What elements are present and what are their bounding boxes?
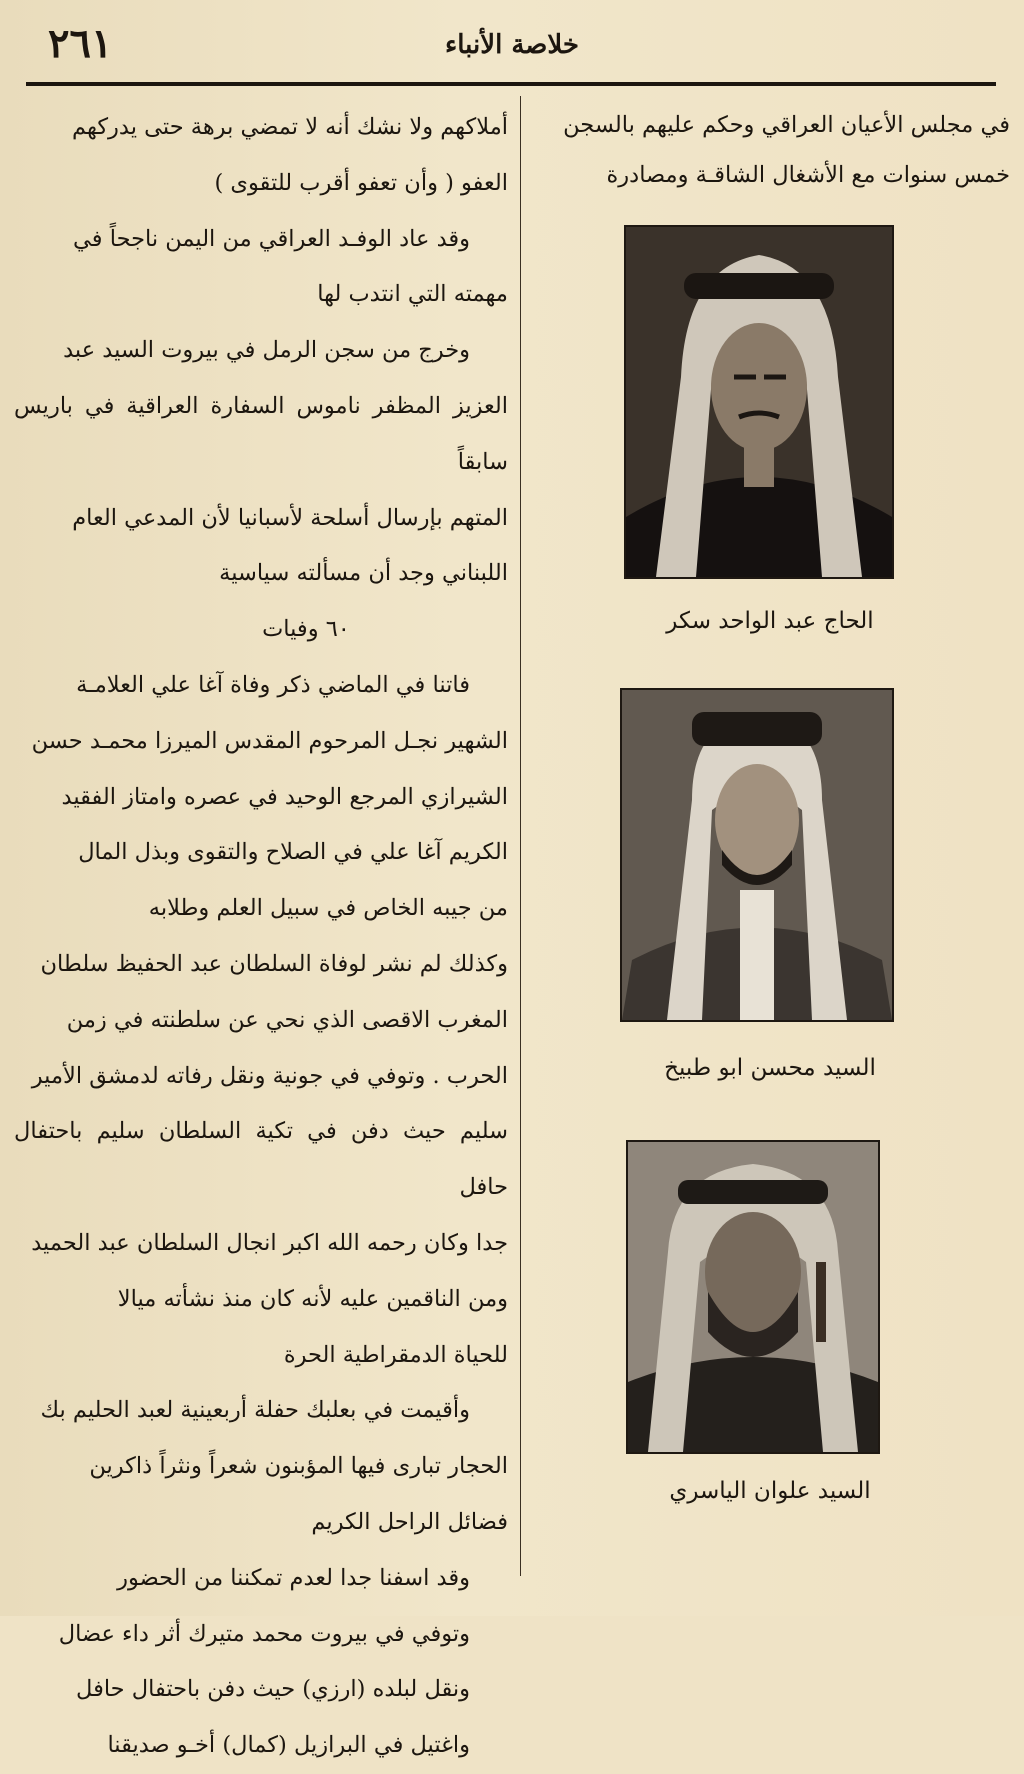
text-line: في مجلس الأعيان العراقي وحكم عليهم بالسجن (563, 112, 1010, 138)
right-column (530, 100, 1010, 1596)
text-line: للحياة الدمقراطية الحرة (283, 1341, 508, 1368)
portrait-photo (624, 225, 894, 579)
text-line: سليم حيث دفن في تكية السلطان سليم باحتفال حافل (14, 1118, 508, 1201)
portrait-caption: السيد علوان الياسري (669, 1478, 871, 1504)
text-line: الشيرازي المرجع الوحيد في عصره وامتاز الفقيد (61, 783, 508, 810)
text-line: فاتنا في الماضي ذكر وفاة آغا علي العلامـة (76, 671, 470, 698)
text-line: وقد اسفنا جدا لعدم تمكننا من الحضور (117, 1564, 470, 1591)
section-heading: ٦٠ وفيات (262, 616, 350, 643)
text-line: وقد عاد الوفـد العراقي من اليمن ناجحاً في (73, 225, 470, 252)
text-line: العزيز المظفر ناموس السفارة العراقية في باريس سابقاً (14, 392, 508, 475)
text-line: من جيبه الخاص في سبيل العلم وطلابه (148, 895, 508, 922)
text-line: وخرج من سجن الرمل في بيروت السيد عبد (63, 337, 470, 364)
text-line: أملاكهم ولا نشك أنه لا تمضي برهة حتى يدركهم (72, 114, 508, 140)
text-line: المغرب الاقصى الذي نحي عن سلطنته في زمن (66, 1006, 508, 1033)
text-line: وكذلك لم نشر لوفاة السلطان عبد الحفيظ سلطان (40, 950, 508, 977)
right-column-intro (530, 100, 1010, 200)
text-line: اللبناني وجد أن مسألته سياسية (219, 560, 508, 587)
text-line: خمس سنوات مع الأشغال الشاقـة ومصادرة (606, 162, 1010, 188)
column-divider (520, 96, 521, 1576)
portrait-photo (620, 688, 894, 1022)
text-line: المتهم بإرسال أسلحة لأسبانيا لأن المدعي العام (72, 504, 508, 531)
text-line: الشهير نجـل المرحوم المقدس الميرزا محمـد حسن (31, 727, 508, 754)
text-line: العفو ( وأن تعفو أقرب للتقوى ) (214, 169, 508, 196)
text-line: الحجار تبارى فيها المؤبنون شعراً ونثراً ذاكرين (89, 1453, 508, 1480)
text-line: فضائل الراحل الكريم (311, 1508, 508, 1535)
page-header (28, 20, 996, 72)
header-rule (26, 82, 996, 86)
portrait-caption: السيد محسن ابو طبيخ (664, 1055, 876, 1081)
page-number: ٢٦١ (48, 20, 113, 67)
text-line: ونقل لبلده (ارزي) حيث دفن باحتفال حافل (76, 1676, 470, 1703)
text-line: مهمته التي انتدب لها (317, 281, 508, 308)
running-title: خلاصة الأنباء (445, 30, 579, 60)
text-line: وأقيمت في بعلبك حفلة أربعينية لعبد الحليم بك (40, 1397, 470, 1424)
text-line: جدا وكان رحمه الله اكبر انجال السلطان عبد الحميد (31, 1229, 508, 1256)
text-line: واغتيل في البرازيل (كمال) أخـو صديقنا (107, 1732, 470, 1759)
portrait-caption: الحاج عبد الواحد سكر (666, 608, 874, 634)
text-line: ومن الناقمين عليه لأنه كان منذ نشأته ميالا (117, 1285, 508, 1312)
text-line: الكريم آغا علي في الصلاح والتقوى وبذل المال (78, 839, 508, 866)
text-line: وتوفي في بيروت محمد متيرك أثر داء عضال (58, 1620, 470, 1647)
left-column (14, 100, 508, 1759)
text-line: الحرب . وتوفي في جونية ونقل رفاته لدمشق الأمير (31, 1062, 508, 1089)
portrait-photo (626, 1140, 880, 1454)
